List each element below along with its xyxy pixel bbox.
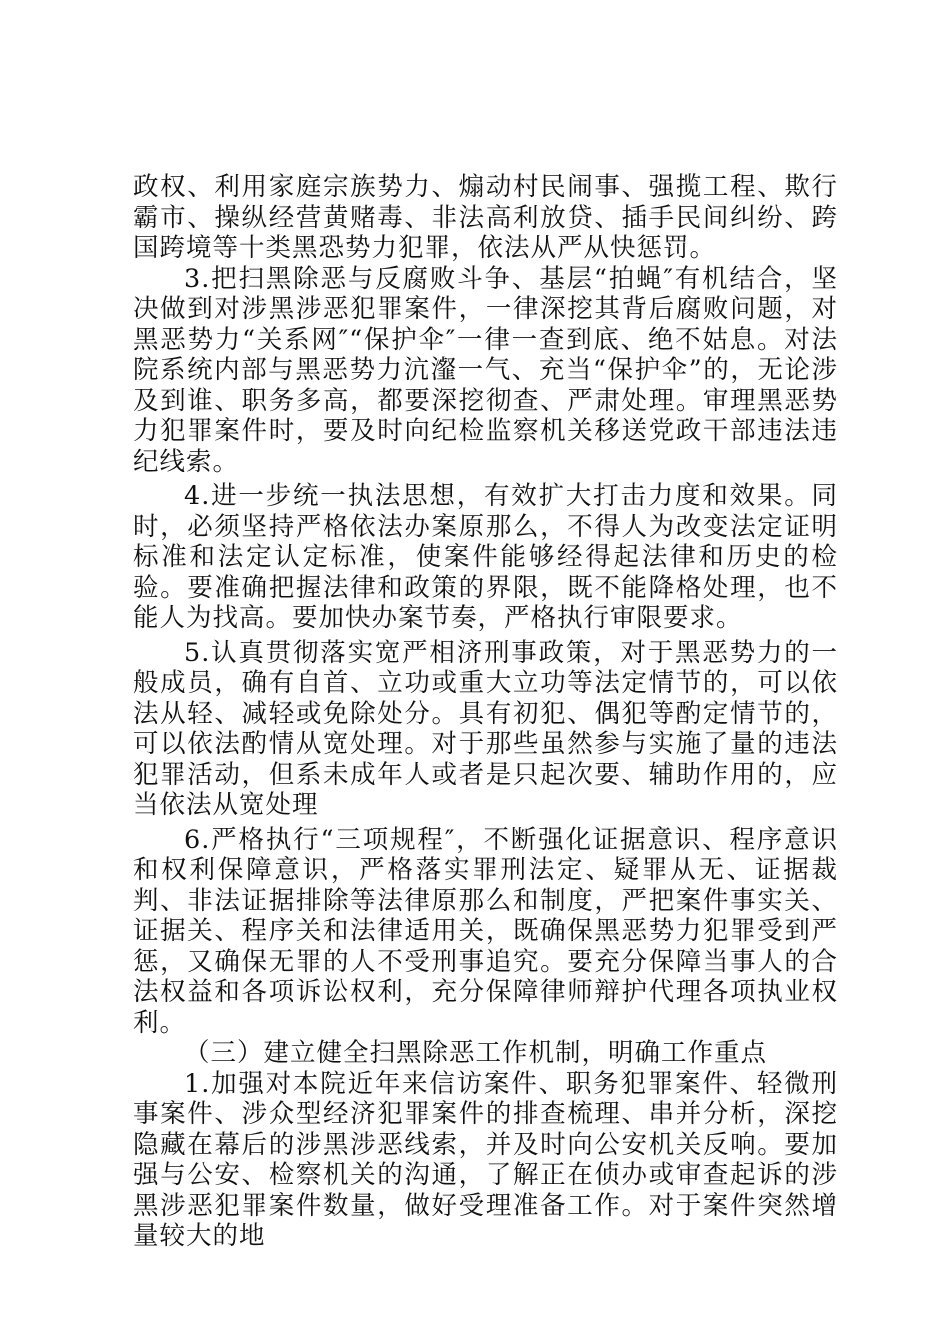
paragraph-item-3: 3.把扫黑除恶与反腐败斗争、基层“拍蝇″有机结合，坚决做到对涉黑涉恶犯罪案件，一律深挖其背后腐败问题，对黑恶势力“关系网″“保护伞″一律一查到底、绝不姑息。对法院系统内部与黑恶势力沆瀣一气、充当“保护伞”的，无论涉及到谁、职务多高，都要深挖彻查、严肃处理。审理黑恶势力犯罪案件时，要及时向纪检监察机关移送党政干部违法违纪线索。	[133, 263, 838, 477]
document-body	[133, 172, 838, 1252]
paragraph-continuation: 政权、利用家庭宗族势力、煽动村民闹事、强揽工程、欺行霸市、操纵经营黄赌毒、非法高利放贷、插手民间纠纷、跨国跨境等十类黑恐势力犯罪，依法从严从快惩罚。	[133, 172, 838, 263]
paragraph-item-5: 5.认真贯彻落实宽严相济刑事政策，对于黑恶势力的一般成员，确有自首、立功或重大立功等法定情节的，可以依法从轻、减轻或免除处分。具有初犯、偶犯等酌定情节的，可以依法酌情从宽处理。对于那些虽然参与实施了量的违法犯罪活动，但系未成年人或者是只起次要、辅助作用的，应当依法从宽处理	[133, 637, 838, 820]
paragraph-item-4: 4.进一步统一执法思想，有效扩大打击力度和效果。同时，必须坚持严格依法办案原那么，不得人为改变法定证明标准和法定认定标准，使案件能够经得起法律和历史的检验。要准确把握法律和政策的界限，既不能降格处理，也不能人为找高。要加快办案节奏，严格执行审限要求。	[133, 481, 838, 633]
paragraph-item-6: 6.严格执行“三项规程″，不断强化证据意识、程序意识和权利保障意识，严格落实罪刑法定、疑罪从无、证据裁判、非法证据排除等法律原那么和制度，严把案件事实关、证据关、程序关和法律适用关，既确保黑恶势力犯罪受到严惩，又确保无罪的人不受刑事追究。要充分保障当事人的合法权益和各项诉讼权利，充分保障律师辩护代理各项执业权利。	[133, 824, 838, 1038]
section-heading: （三）建立健全扫黑除恶工作机制，明确工作重点	[184, 1038, 768, 1068]
paragraph-item-1: 1.加强对本院近年来信访案件、职务犯罪案件、轻微刑事案件、涉众型经济犯罪案件的排查梳理、串并分析，深挖隐藏在幕后的涉黑涉恶线索，并及时向公安机关反响。要加强与公安、检察机关的沟通，了解正在侦办或审查起诉的涉黑涉恶犯罪案件数量，做好受理准备工作。对于案件突然增量较大的地	[133, 1068, 838, 1251]
